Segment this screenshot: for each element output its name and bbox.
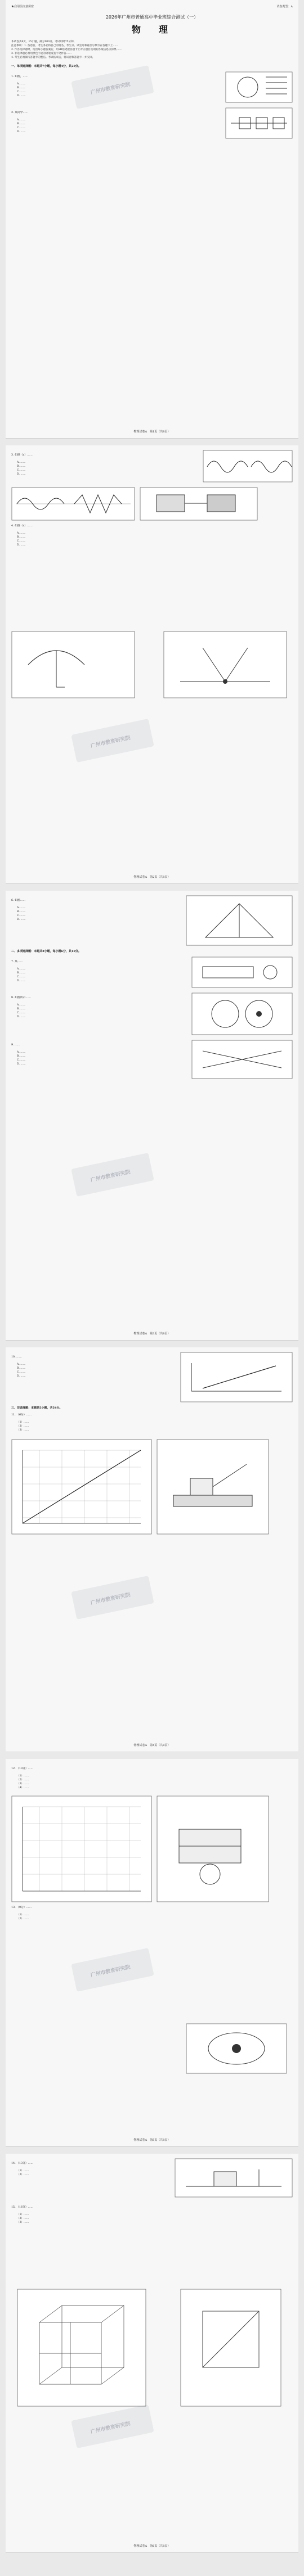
q4-device-figure [140,487,258,521]
q4-option-a: A. …… [17,532,26,535]
question-13: 13. （9分）…… [11,1906,32,1909]
q6-option-a: A. …… [17,906,26,909]
q4-option-d: D. …… [17,544,26,547]
q15-part-1: （1）…… [17,2213,29,2216]
page-6 [6,2154,298,2553]
q14-part-2: （2）…… [17,2173,29,2176]
q10-option-c: C. …… [17,1371,26,1374]
q9-figure [191,1040,293,1079]
q8-figure [191,992,293,1035]
q3-options-waves [11,487,135,521]
question-6: 6. 如图…… [11,899,26,902]
q9-option-d: D. …… [17,1063,26,1066]
q11-part-3: （3）…… [17,1429,29,1432]
q15-cube-figure [17,2289,146,2407]
q3-option-c: C. …… [17,469,26,472]
q6-figure [186,895,293,946]
question-4: 4. 如图（a）…… [11,525,33,527]
q15-part-2: （2）…… [17,2217,29,2220]
q9-option-c: C. …… [17,1059,26,1062]
notice-paragraph: 2. 作答选择题时，选出每小题答案后，用2B铅笔把答题卡上对应题目选项的答案信息点涂黑…… [11,48,122,51]
confidential-note: ★启用前注意保密 [11,5,34,8]
q12-part-3: （3）…… [17,1783,29,1785]
page-footer: 物理试卷A 第4页（共8页） [133,1744,171,1747]
q14-part-1: （1）…… [17,2169,29,2172]
exam-title: 2026年广州市普通高中毕业班综合测试（一） [105,15,199,20]
watermark-stamp: 广州市教育研究院 [90,1964,131,1979]
single-choice-heading: 一、单项选择题：本题共7小题，每小题4分，共28分。 [11,65,81,68]
q11-apparatus [157,1439,269,1535]
q8-option-b: B. …… [17,1008,26,1010]
q12-part-1: （1）…… [17,1775,29,1778]
q7-option-d: D. …… [17,980,26,982]
page-5 [6,1759,298,2147]
question-8: 8. 如图所示…… [11,996,31,999]
q3-wave-figure [203,450,293,482]
page-2 [6,445,298,884]
q11-part-2: （2）…… [17,1425,29,1428]
question-2: 2. 某同学…… [11,111,29,114]
q6-option-b: B. …… [17,910,26,913]
notice-paragraph: 注意事项：1. 答卷前，考生务必将自己的姓名、考生号、试室号和座位号填写在答题卡上…… [11,44,118,47]
q8-option-a: A. …… [17,1004,26,1007]
q1-option-a: A. …… [17,83,26,85]
header-row [11,4,293,8]
q2-option-d: D. …… [17,130,26,133]
q1-figure [225,71,293,103]
watermark-stamp: 广州市教育研究院 [90,1169,131,1184]
q12-part-4: （4）…… [17,1786,29,1789]
q4-force-diagram [163,631,287,698]
q8-option-c: C. …… [17,1012,26,1014]
q7-figure [191,957,293,988]
page-3 [6,891,298,1341]
watermark-stamp: 广州市教育研究院 [90,1592,131,1607]
q9-option-b: B. …… [17,1055,26,1058]
q12-part-2: （2）…… [17,1779,29,1781]
q12-graph [11,1795,152,1902]
question-12: 12. （10分）…… [11,1767,34,1770]
q9-option-a: A. …… [17,1051,26,1054]
q7-option-b: B. …… [17,972,26,975]
notice-paragraph: 4. 考生必须保持答题卡的整洁。考试结束后，将试卷和答题卡一并交回。 [11,56,95,59]
subject-title: 物 理 [131,24,172,35]
q4-option-b: B. …… [17,536,26,539]
question-11: 11. （6分）…… [11,1414,32,1416]
q13-part-1: （1）…… [17,1914,29,1916]
paper-type: 试卷类型：A [276,5,293,8]
q15-part-3: （3）…… [17,2221,29,2224]
q6-option-d: D. …… [17,918,26,921]
watermark-stamp: 广州市教育研究院 [90,82,131,96]
notice-paragraph: 本试卷共8页，15小题，满分100分。考试用时75分钟。 [11,40,77,43]
question-3: 3. 如图（a）…… [11,454,33,457]
page-footer: 物理试卷A 第2页（共8页） [133,876,171,879]
q8-option-d: D. …… [17,1016,26,1018]
q13-part-2: （2）…… [17,1918,29,1920]
q10-option-d: D. …… [17,1375,26,1378]
multi-choice-heading: 二、多项选择题：本题共3小题，每小题6分，共18分。 [11,950,81,953]
watermark-stamp: 广州市教育研究院 [90,735,131,750]
q1-option-d: D. …… [17,94,26,97]
q15-side-view [180,2289,281,2407]
q2-option-b: B. …… [17,123,26,125]
non-choice-heading: 三、非选择题：本题共5小题，共54分。 [11,1406,62,1410]
page-1 [6,0,298,439]
page-4 [6,1347,298,1752]
q10-option-a: A. …… [17,1363,26,1366]
q3-option-a: A. …… [17,461,26,464]
q11-part-1: （1）…… [17,1421,29,1424]
question-7: 7. 某…… [11,960,23,963]
q12-apparatus [157,1795,269,1902]
page-footer: 物理试卷A 第5页（共8页） [133,2139,171,2142]
q4-option-c: C. …… [17,540,26,543]
q7-option-c: C. …… [17,976,26,978]
page-footer: 物理试卷A 第1页（共8页） [133,430,171,434]
question-15: 15. （16分）…… [11,2206,34,2209]
notice-paragraph: 3. 非选择题必须用黑色字迹的钢笔或签字笔作答…… [11,52,71,55]
q3-option-d: D. …… [17,473,26,476]
q14-figure [175,2158,293,2198]
notice-block [11,40,293,60]
q4-umbrella-figure [11,631,135,698]
watermark-stamp: 广州市教育研究院 [90,2421,131,2435]
q1-option-c: C. …… [17,91,26,93]
question-14: 14. （13分）…… [11,2162,34,2165]
question-9: 9. …… [11,1044,20,1046]
q10-option-b: B. …… [17,1367,26,1370]
q2-figure [225,107,293,139]
question-1: 1. 如图，…… [11,75,29,78]
experiment-graph [11,1439,152,1535]
q3-option-b: B. …… [17,465,26,468]
question-10: 10. …… [11,1356,22,1359]
q13-figure [186,2023,287,2074]
q10-figure [180,1352,293,1402]
page-footer: 物理试卷A 第3页（共8页） [133,1332,171,1336]
page-footer: 物理试卷A 第6页（共8页） [133,2545,171,2548]
q6-option-c: C. …… [17,914,26,917]
q2-option-a: A. …… [17,119,26,121]
q2-option-c: C. …… [17,127,26,129]
q1-option-b: B. …… [17,87,26,89]
q7-option-a: A. …… [17,968,26,971]
